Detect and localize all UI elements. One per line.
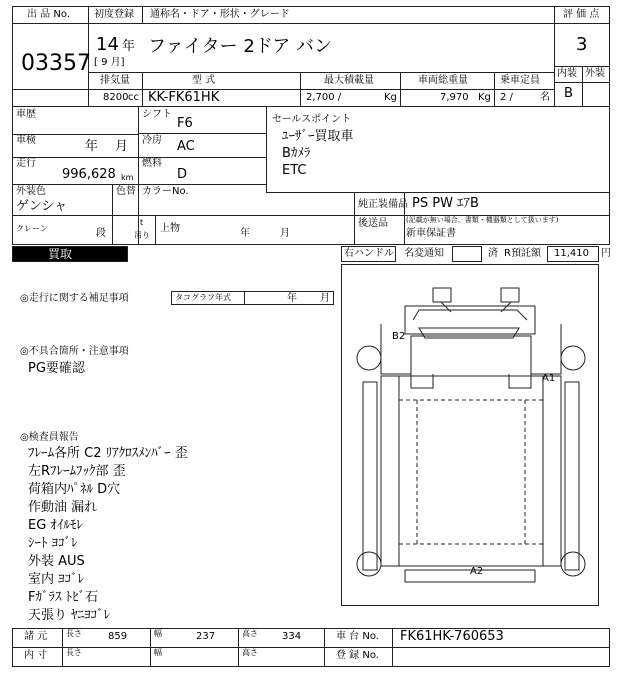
interior-grade: B: [564, 86, 573, 101]
overall-grade: 3: [576, 34, 588, 55]
model-name: ファイター 2ドア バン: [148, 36, 332, 57]
gross-weight-value: 7,970: [440, 92, 469, 103]
height-label: 高さ: [242, 629, 258, 638]
upholstery-month: 月: [280, 228, 290, 239]
equipment-value: PS PW ｴｱB: [412, 196, 479, 211]
recycle-value: 11,410: [554, 248, 589, 259]
sales-point-item: ﾕｰｻﾞｰ買取車: [282, 129, 354, 144]
inspector-item: 作動油 漏れ: [28, 500, 98, 515]
width-value: 237: [196, 631, 216, 642]
inspector-item: 荷箱内ﾊﾟﾈﾙ D穴: [28, 482, 121, 497]
sales-points-label: セールスポイント: [272, 114, 352, 125]
equipment-label: 純正装備品: [358, 199, 408, 210]
sales-point-item: Bｶﾒﾗ: [282, 146, 311, 161]
shift-value: F6: [177, 116, 193, 131]
color-value: ゲンシャ: [16, 199, 68, 214]
capacity-label: 乗車定員: [500, 75, 540, 86]
tachograph-month: 月: [320, 293, 330, 304]
warranty-value: 新車保証書: [406, 228, 456, 239]
inspector-item: 天張り ﾔﾆﾖｺﾞﾚ: [28, 608, 111, 623]
defects-title: ◎不具合箇所・注意事項: [20, 346, 129, 357]
color-code-label: カラーNo.: [142, 186, 189, 197]
inspector-item: 左Rﾌﾚｰﾑﾌｯｸ部 歪: [28, 464, 126, 479]
shift-label: シフト: [142, 109, 172, 120]
damage-mark: A2: [470, 566, 484, 577]
first-reg-year-unit: 年: [122, 39, 136, 54]
grade-label: 評 価 点: [563, 9, 600, 20]
color-change-label: 色替: [116, 186, 136, 197]
vehicle-damage-diagram: [341, 264, 599, 606]
first-reg-month: [ 9 月]: [94, 57, 125, 68]
model-name-label: 通称名・ドア・形状・グレード: [150, 9, 290, 20]
model-code: KK-FK61HK: [148, 90, 220, 105]
max-load-value: 2,700 /: [306, 92, 342, 103]
first-reg-label: 初度登録: [94, 9, 134, 20]
chassis-label: 車 台 No.: [336, 631, 379, 642]
displacement-value: 8200: [103, 92, 129, 103]
inspector-item: ﾌﾚｰﾑ各所 C2 ﾘｱｸﾛｽﾒﾝﾊﾞｰ 歪: [28, 446, 188, 461]
upholstery-label: 上物: [160, 223, 180, 234]
inspector-item: ｼｰﾄ ﾖｺﾞﾚ: [28, 536, 78, 551]
model-code-label: 型 式: [192, 75, 216, 86]
height-value: 334: [282, 631, 302, 642]
warranty-note: (記載が無い場合、書類・機器類として扱います): [406, 216, 559, 224]
capacity-unit: 名: [540, 92, 550, 103]
warranty-label: 後送品: [358, 218, 388, 229]
right-handle-label: 右ハンドル: [344, 248, 394, 259]
fuel-label: 燃料: [142, 158, 162, 169]
defect-item: PG要確認: [28, 361, 85, 376]
max-load-label: 最大積載量: [324, 75, 374, 86]
purchase-bar: 買取: [48, 247, 73, 261]
mileage-value: 996,628: [62, 167, 116, 182]
int-width-label: 幅: [154, 648, 162, 657]
interior-grade-label: 内装: [557, 68, 577, 79]
driving-notes-title: ◎走行に関する補足事項: [20, 293, 129, 304]
inspector-item: Fｶﾞﾗｽ ﾄﾋﾞ石: [28, 590, 99, 605]
mileage-label: 走行: [16, 158, 36, 169]
color-label: 外装色: [16, 186, 46, 197]
upholstery-year: 年: [240, 228, 250, 239]
lot-no: 03357: [21, 51, 91, 76]
gross-weight-unit: Kg: [478, 92, 491, 103]
int-height-label: 高さ: [242, 648, 258, 657]
displacement-label: 排気量: [100, 75, 130, 86]
inspector-title: ◎検査員報告: [20, 432, 79, 443]
fuel-value: D: [177, 167, 188, 182]
width-label: 幅: [154, 629, 162, 638]
dims-label: 諸 元: [24, 631, 48, 642]
capacity-value: 2 /: [500, 92, 513, 103]
crane-stage: 段: [96, 228, 106, 239]
length-label: 長さ: [66, 629, 82, 638]
inspection-year-unit: 年: [85, 139, 99, 154]
registration-label: 登 録 No.: [336, 650, 379, 661]
tax-paid-label: 済: [488, 248, 498, 259]
interior-dims-label: 内 寸: [24, 650, 48, 661]
damage-mark: A1: [542, 373, 556, 384]
sales-point-item: ETC: [282, 163, 307, 178]
crane-label: クレーン: [16, 224, 48, 233]
crane-lift: 吊り: [134, 231, 150, 240]
name-change-label: 名変通知: [404, 248, 444, 259]
ac-label: 冷房: [142, 135, 162, 146]
tachograph-label: タコグラフ年式: [175, 293, 231, 302]
int-length-label: 長さ: [66, 648, 82, 657]
tachograph-year: 年: [287, 293, 297, 304]
length-value: 859: [108, 631, 128, 642]
inspector-item: EG ｵｲﾙﾓﾚ: [28, 518, 83, 533]
ac-value: AC: [177, 139, 195, 154]
damage-mark: B2: [392, 331, 406, 342]
inspector-item: 外装 AUS: [28, 554, 85, 569]
chassis-number: FK61HK-760653: [400, 629, 504, 644]
crane-ton: t: [140, 218, 144, 227]
exterior-grade-label: 外装: [585, 68, 605, 79]
inspection-month-unit: 月: [115, 139, 129, 154]
mileage-unit: km: [121, 173, 134, 182]
inspection-label: 車検: [16, 135, 36, 146]
history-label: 車歴: [16, 109, 36, 120]
displacement-unit: cc: [128, 92, 139, 103]
gross-weight-label: 車両総重量: [418, 75, 468, 86]
inspector-item: 室内 ﾖｺﾞﾚ: [28, 572, 85, 587]
lot-no-label: 出 品 No.: [27, 9, 70, 20]
recycle-unit: 円: [601, 248, 611, 259]
max-load-unit: Kg: [384, 92, 397, 103]
recycle-label: R預託額: [504, 248, 541, 259]
first-reg-year: 14: [96, 34, 119, 55]
